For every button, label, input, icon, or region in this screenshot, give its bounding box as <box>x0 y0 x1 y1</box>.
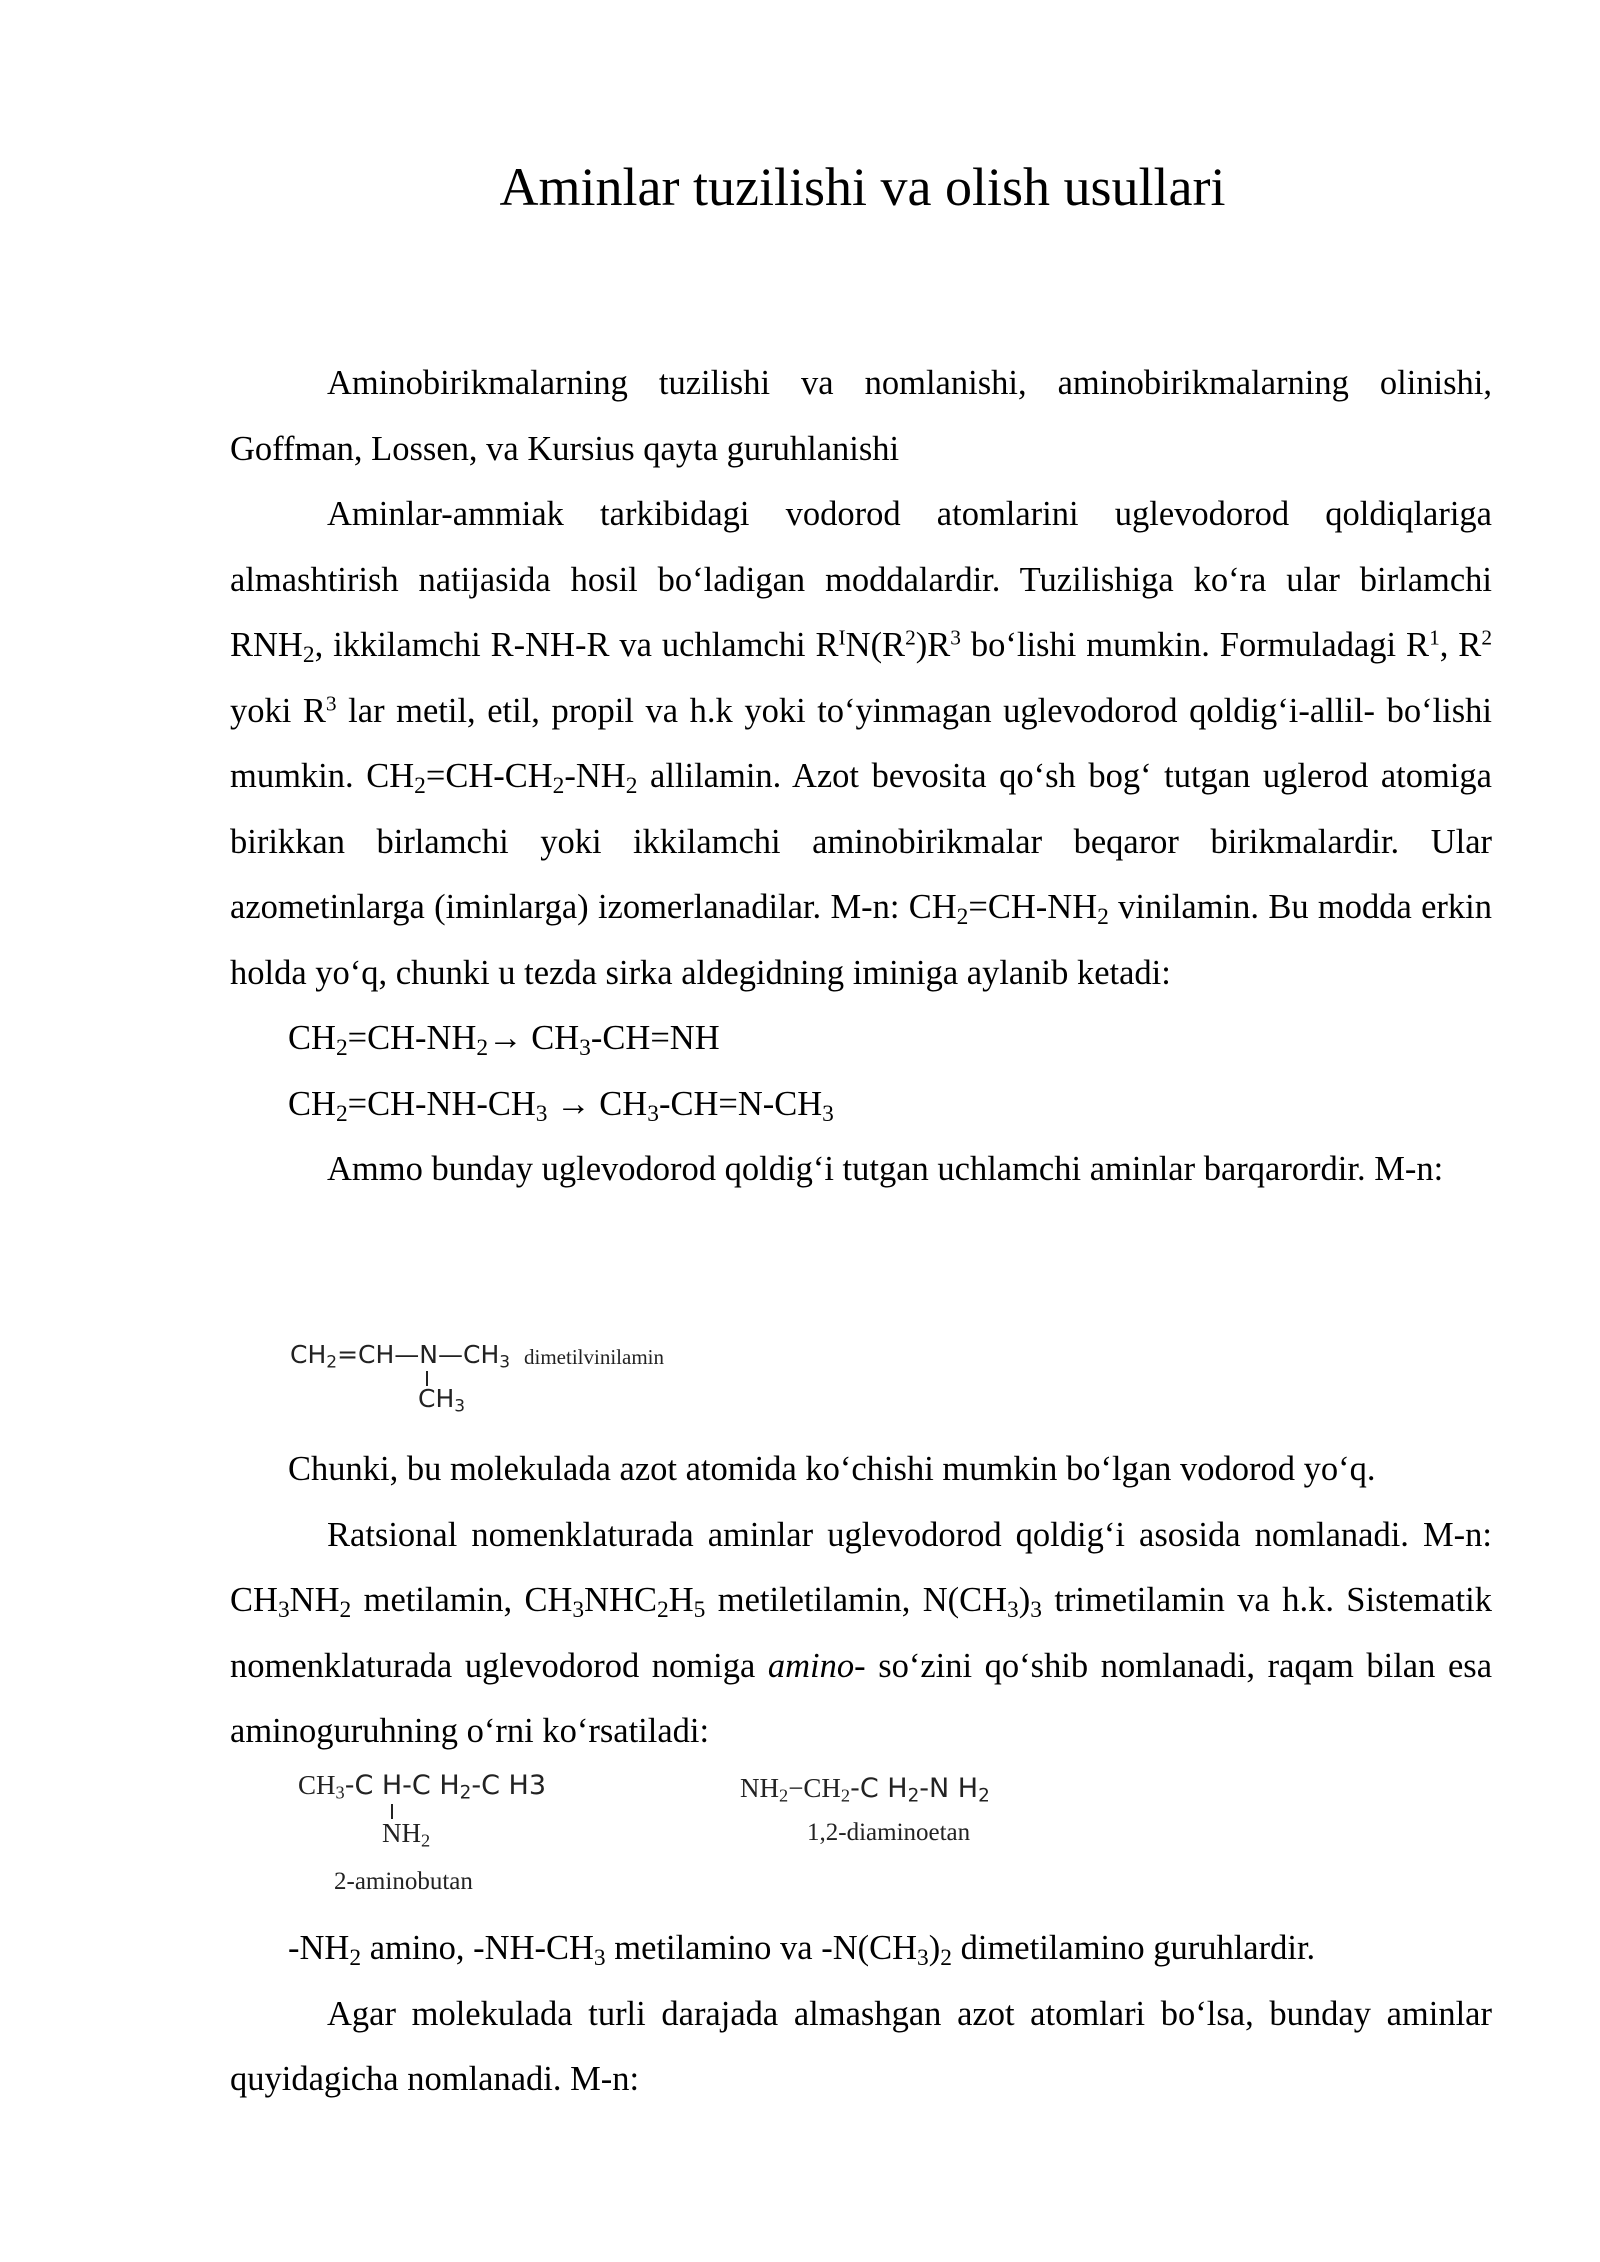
document-body-2 <box>230 1437 1492 1765</box>
paragraph-no-hydrogen: Chunki, bu molekulada azot atomida ko‘chishi mumkin bo‘lgan vodorod yo‘q. <box>288 1450 1376 1488</box>
paragraph-definition: Aminlar-ammiak tarkibidagi vodorod atomlarini uglevodorod qoldiqlariga almashtirish natijasida hosil bo‘ladigan moddalardir. Tuzilishiga ko‘ra ular birlamchi $RNH_2$, ikkilamchi R-NH-R va uchlamchi $R^IN(R^2)R^3$ bo‘lishi mumkin. Formuladagi $R^1$, $R^2$ yoki $R^3$ lar metil, etil, propil va h.k yoki to‘yinmagan uglevodorod qoldig‘i-allil- bo‘lishi mumkin. $CH_2=CH-CH_2-NH_2$ allilamin. Azot bevosita qo‘sh bog‘ tutgan uglerod atomiga birikkan birlamchi yoki ikkilamchi aminobirikmalar beqaror birikmalardir. Ular azometinlarga (iminlarga) izomerlanadilar. M-n: $CH_2=CH-NH_2$ vinilamin. Bu modda erkin holda yo‘q, chunki u tezda sirka aldegidning iminiga aylanib ketadi: <box>230 495 1493 992</box>
structure-1-2-diaminoetan: $NH_2-CH_2-C$ $H_2-N$ $H_2$ 1,2-diaminoetan <box>740 1773 990 1846</box>
paragraph-stable-amines: Ammo bunday uglevodorod qoldig‘i tutgan uchlamchi aminlar barqarordir. M-n: <box>327 1150 1444 1188</box>
document-body-3 <box>230 1916 1492 2113</box>
structure-dimetilvinilamin: $CH_2=CH—N—CH_3$ dimetilvinilamin $CH_3$ <box>290 1340 664 1417</box>
page-title: Aminlar tuzilishi va olish usullari <box>499 157 1226 217</box>
paragraph-mixed-amines: Agar molekulada turli darajada almashgan azot atomlari bo‘lsa, bunday aminlar quyidagicha nomlanadi. M-n: <box>230 1994 1492 2098</box>
structure-name: dimetilvinilamin <box>524 1345 664 1369</box>
structure-2-aminobutan: $CH_3-C$ H-C $H_2-C$ H3 $NH_2$ 2-aminobutan <box>298 1770 547 1895</box>
paragraph-nomenclature: Ratsional nomenklaturada aminlar uglevodorod qoldig‘i asosida nomlanadi. M-n: $CH_3NH_2$ metilamin, $CH_3NHC_2H_5$ metiletilamin, $N(CH_3)_3$ trimetilamin va h.k. Sistematik nomenklaturada uglevodorod nomiga amino- so‘zini qo‘shib nomlanadi, raqam bilan esa aminoguruhning o‘rni ko‘rsatiladi: <box>230 1515 1493 1750</box>
document-body <box>230 351 1492 1203</box>
paragraph-intro: Aminobirikmalarning tuzilishi va nomlanishi, aminobirikmalarning olinishi, Goffman, Lossen, va Kursius qayta guruhlanishi <box>230 364 1492 468</box>
paragraph-groups: $-NH_2$ amino, $-NH-CH_3$ metilamino va $-N(CH_3)_2$ dimetilamino guruhlardir. <box>288 1929 1316 1971</box>
equation-2: $CH_2=CH-NH-CH_3 \to CH_3-CH=N-CH_3$ <box>288 1084 834 1127</box>
structure-name: 2-aminobutan <box>334 1868 473 1895</box>
structure-name: 1,2-diaminoetan <box>807 1819 971 1846</box>
bond-line <box>391 1804 393 1819</box>
equation-1: $CH_2=CH-NH_2\to CH_3-CH=NH$ <box>288 1019 720 1061</box>
